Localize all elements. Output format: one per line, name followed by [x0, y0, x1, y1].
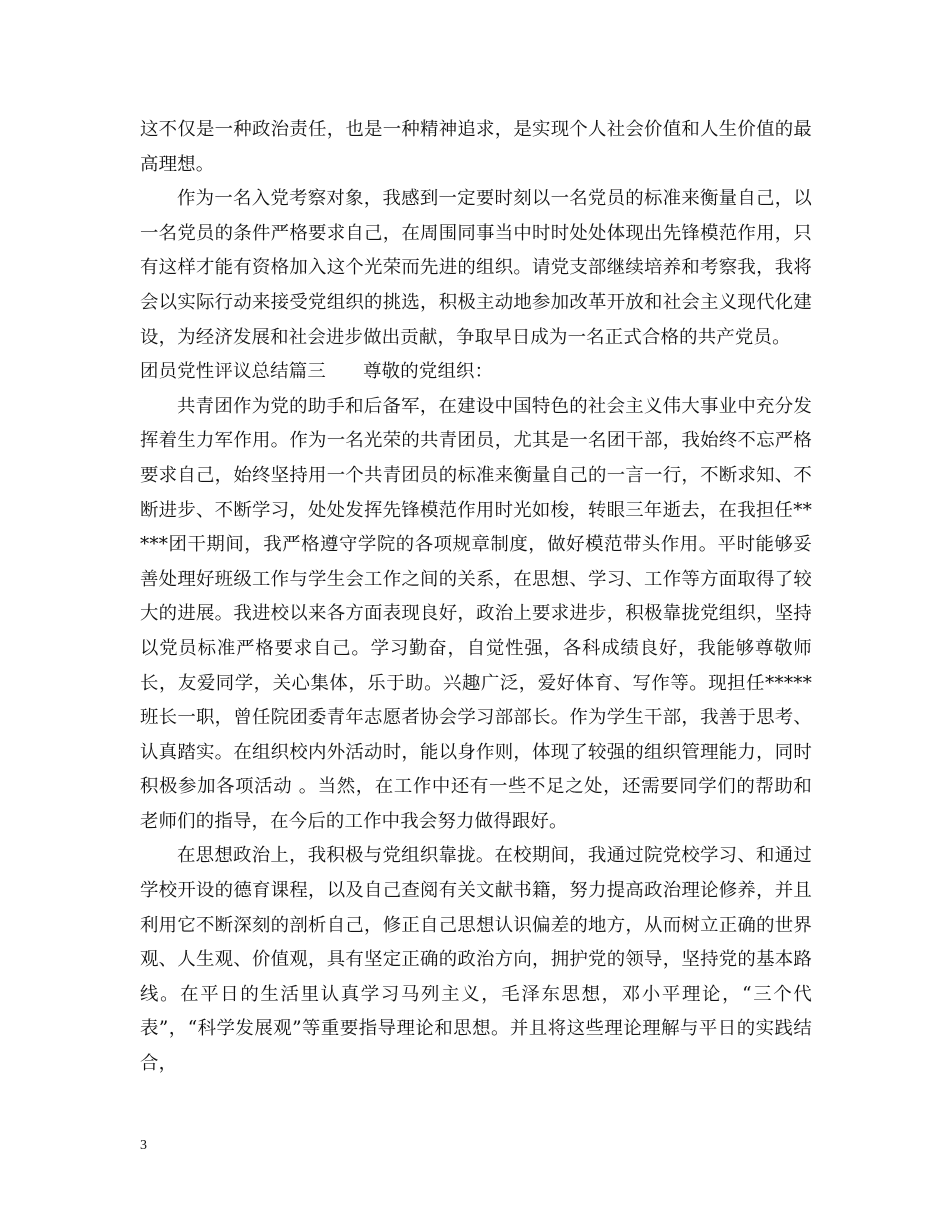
document-body: [140, 113, 812, 1082]
paragraph-continuation: 这不仅是一种政治责任，也是一种精神追求，是实现个人社会价值和人生价值的最高理想。: [140, 119, 812, 175]
paragraph-political-thought: 在思想政治上，我积极与党组织靠拢。在校期间，我通过院党校学习、和通过学校开设的德育课程，以及自己查阅有关文献书籍，努力提高政治理论修养，并且利用它不断深刻的剖析自己，修正自己思想认识偏差的地方，从而树立正确的世界观、人生观、价值观，具有坚定正确的政治方向，拥护党的领导，坚持党的基本路线。在平日的生活里认真学习马列主义，毛泽东思想，邓小平理论，“三个代表”，“科学发展观”等重要指导理论和思想。并且将这些理论理解与平日的实践结合，: [140, 845, 812, 1075]
page-number: 3: [140, 1138, 147, 1153]
section-heading: 团员党性评议总结篇三 尊敬的党组织：: [140, 361, 494, 383]
paragraph-youth-league: 共青团作为党的助手和后备军，在建设中国特色的社会主义伟大事业中充分发挥着生力军作用。作为一名光荣的共青团员，尤其是一名团干部，我始终不忘严格要求自己，始终坚持用一个共青团员的标准来衡量自己的一言一行，不断求知、不断进步、不断学习，处处发挥先锋模范作用时光如梭，转眼三年逝去，在我担任*****团干期间，我严格遵守学院的各项规章制度，做好模范带头作用。平时能够妥善处理好班级工作与学生会工作之间的关系，在思想、学习、工作等方面取得了较大的进展。我进校以来各方面表现良好，政治上要求进步，积极靠拢党组织，坚持以党员标准严格要求自己。学习勤奋，自觉性强，各科成绩良好，我能够尊敬师长，友爱同学，关心集体，乐于助。兴趣广泛，爱好体育、写作等。现担任*****班长一职，曾任院团委青年志愿者协会学习部部长。作为学生干部，我善于思考、认真踏实。在组织校内外活动时，能以身作则，体现了较强的组织管理能力，同时积极参加各项活动 。当然，在工作中还有一些不足之处，还需要同学们的帮助和老师们的指导，在今后的工作中我会努力做得跟好。: [140, 395, 812, 832]
paragraph-party-candidate: 作为一名入党考察对象，我感到一定要时刻以一名党员的标准来衡量自己，以一名党员的条件严格要求自己，在周围同事当中时时处处体现出先锋模范作用，只有这样才能有资格加入这个光荣而先进的组织。请党支部继续培养和考察我，我将会以实际行动来接受党组织的挑选，积极主动地参加改革开放和社会主义现代化建设，为经济发展和社会进步做出贡献，争取早日成为一名正式合格的共产党员。: [140, 188, 812, 348]
